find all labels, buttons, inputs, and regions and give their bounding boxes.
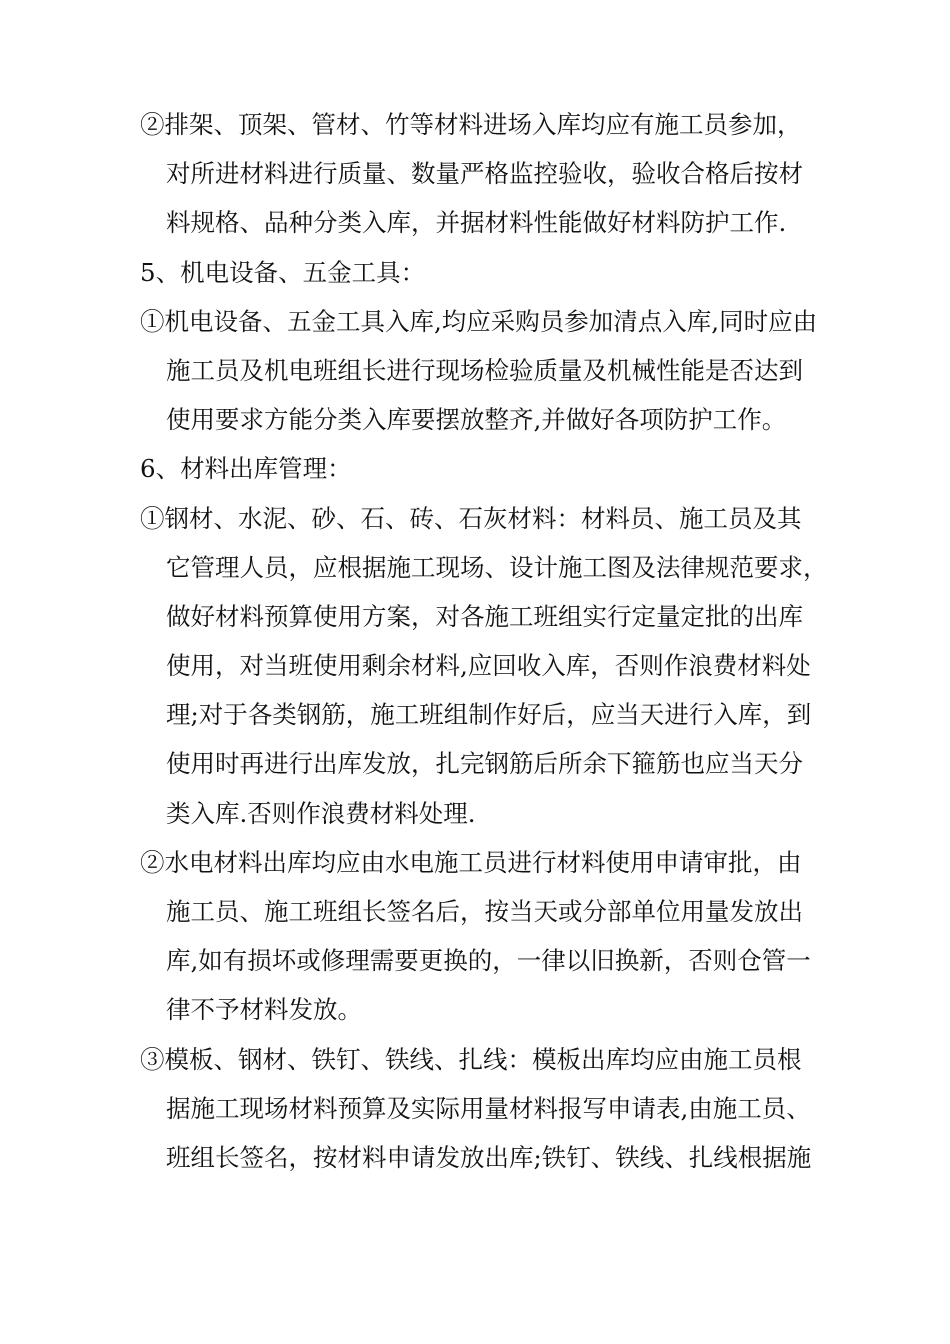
section-heading-equipment: [140, 248, 860, 297]
paragraph-steel-cement: [140, 494, 860, 838]
section-heading: 5、机电设备、五金工具：: [140, 257, 426, 287]
text-line: ③模板、钢材、铁钉、铁线、扎线：模板出库均应由施工员根: [140, 1044, 802, 1074]
paragraph-formwork-nails: [140, 1035, 860, 1183]
text-line: 施工员及机电班组长进行现场检验质量及机械性能是否达到: [166, 355, 803, 385]
text-line: 料规格、品种分类入库，并据材料性能做好材料防护工作.: [166, 208, 787, 238]
section-heading: 6、材料出库管理：: [140, 454, 352, 484]
text-line: 它管理人员，应根据施工现场、设计施工图及法律规范要求，: [166, 552, 828, 582]
document-body: [140, 100, 860, 1182]
text-line: ②排架、顶架、管材、竹等材料进场入库均应有施工员参加，: [140, 110, 802, 139]
text-line: 做好材料预算使用方案，对各施工班组实行定量定批的出库: [166, 601, 803, 631]
text-line: 施工员、施工班组长签名后，按当天或分部单位用量发放出: [166, 897, 803, 926]
text-line: 库,如有损坏或修理需要更换的，一律以旧换新，否则仓管一: [166, 946, 811, 976]
paragraph-scaffold-materials: [140, 100, 860, 248]
text-line: 使用，对当班使用剩余材料,应回收入库，否则作浪费材料处: [166, 651, 811, 681]
text-line: 对所进材料进行质量、数量严格监控验收，验收合格后按材: [166, 159, 803, 189]
text-line: 类入库.否则作浪费材料处理.: [166, 798, 476, 828]
paragraph-plumbing-electrical: [140, 838, 860, 1035]
text-line: 使用时再进行出库发放，扎完钢筋后所余下箍筋也应当天分: [166, 749, 803, 779]
text-line: 使用要求方能分类入库要摆放整齐,并做好各项防护工作。: [166, 405, 787, 435]
text-line: ①机电设备、五金工具入库,均应采购员参加清点入库,同时应由: [140, 306, 818, 336]
text-line: 理;对于各类钢筋，施工班组制作好后，应当天进行入库，到: [166, 700, 812, 730]
text-line: ②水电材料出库均应由水电施工员进行材料使用申请审批，由: [140, 847, 802, 877]
paragraph-equipment-intake: [140, 297, 860, 445]
text-line: 据施工现场材料预算及实际用量材料报写申请表,由施工员、: [166, 1093, 811, 1123]
section-heading-outbound: [140, 444, 860, 493]
text-line: 律不予材料发放。: [166, 995, 362, 1025]
text-line: 班组长签名，按材料申请发放出库;铁钉、铁线、扎线根据施: [166, 1142, 812, 1172]
text-line: ①钢材、水泥、砂、石、砖、石灰材料：材料员、施工员及其: [140, 503, 802, 533]
